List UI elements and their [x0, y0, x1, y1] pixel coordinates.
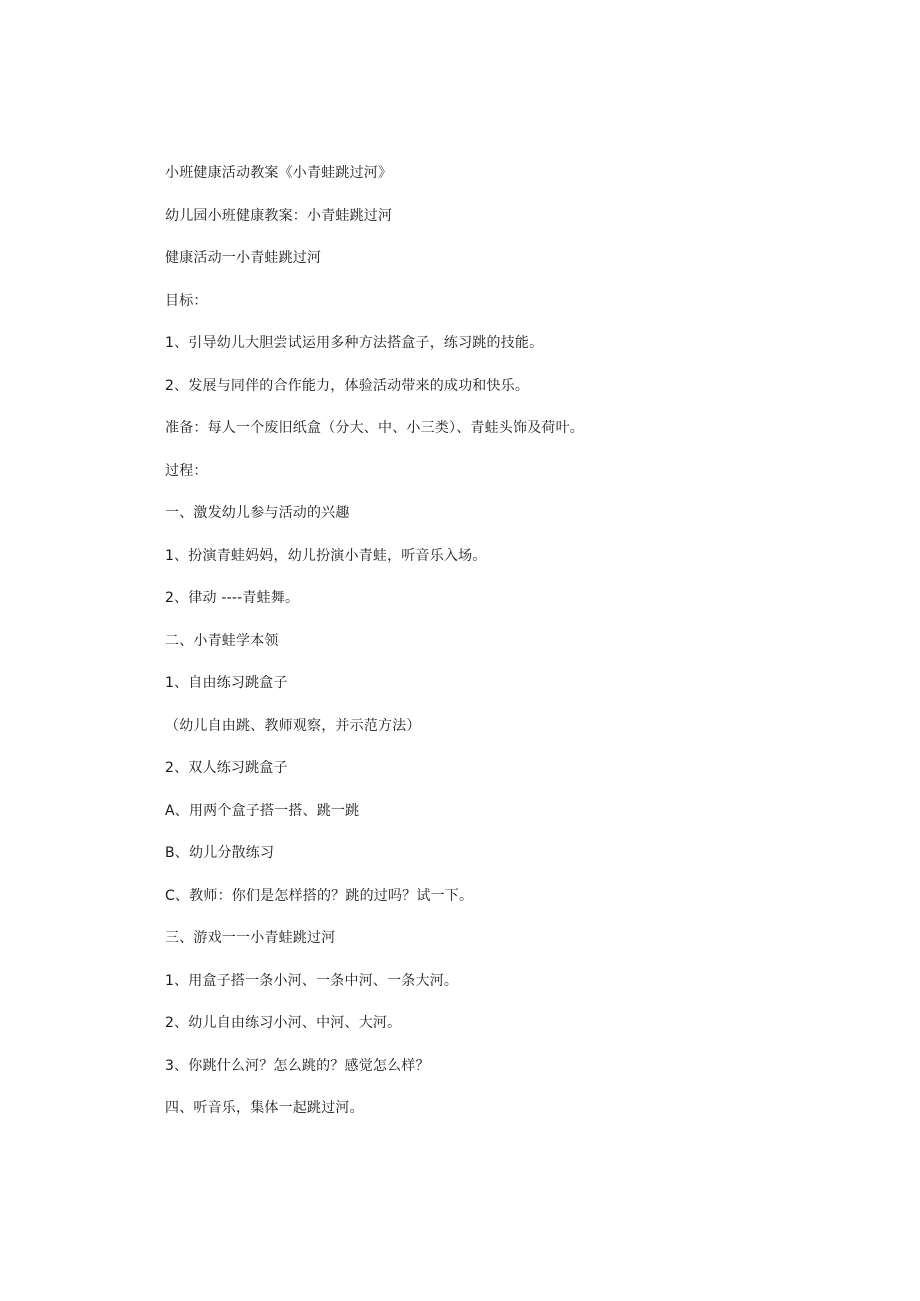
process-subitem: C、教师：你们是怎样搭的？跳的过吗？试一下。	[165, 887, 474, 904]
process-step-heading: 四、听音乐，集体一起跳过河。	[165, 1100, 364, 1116]
section-process-heading: 过程：	[165, 462, 208, 479]
section-goals-heading: 目标：	[165, 292, 208, 309]
process-step-heading: 二、小青蛙学本领	[165, 632, 279, 649]
goal-item: 1、引导幼儿大胆尝试运用多种方法搭盒子，练习跳的技能。	[165, 335, 544, 351]
process-item: 2、律动 ----青蛙舞。	[165, 590, 300, 606]
process-item: 1、用盒子搭一条小河、一条中河、一条大河。	[165, 972, 459, 989]
process-subitem: B、幼儿分散练习	[165, 845, 275, 861]
goal-item: 2、发展与同伴的合作能力，体验活动带来的成功和快乐。	[165, 377, 530, 394]
document-subtitle: 幼儿园小班健康教案：小青蛙跳过河	[165, 207, 393, 224]
document-body	[165, 160, 865, 1138]
preparation-text: 准备：每人一个废旧纸盒（分大、中、小三类）、青蛙头饰及荷叶。	[165, 420, 584, 436]
process-step-heading: 一、激发幼儿参与活动的兴趣	[165, 505, 350, 521]
process-subitem: A、用两个盒子搭一搭、跳一跳	[165, 802, 360, 819]
process-item: 1、扮演青蛙妈妈，幼儿扮演小青蛙，听音乐入场。	[165, 547, 487, 564]
process-item: 2、双人练习跳盒子	[165, 760, 288, 776]
process-item: 2、幼儿自由练习小河、中河、大河。	[165, 1015, 402, 1031]
process-step-heading: 三、游戏一一小青蛙跳过河	[165, 930, 336, 946]
process-item: 3、你跳什么河？怎么跳的？感觉怎么样？	[165, 1057, 430, 1074]
activity-heading: 健康活动一小青蛙跳过河	[165, 250, 322, 266]
process-note: （幼儿自由跳、教师观察，并示范方法）	[165, 717, 421, 734]
process-item: 1、自由练习跳盒子	[165, 675, 288, 691]
document-title: 小班健康活动教案《小青蛙跳过河》	[165, 165, 393, 181]
